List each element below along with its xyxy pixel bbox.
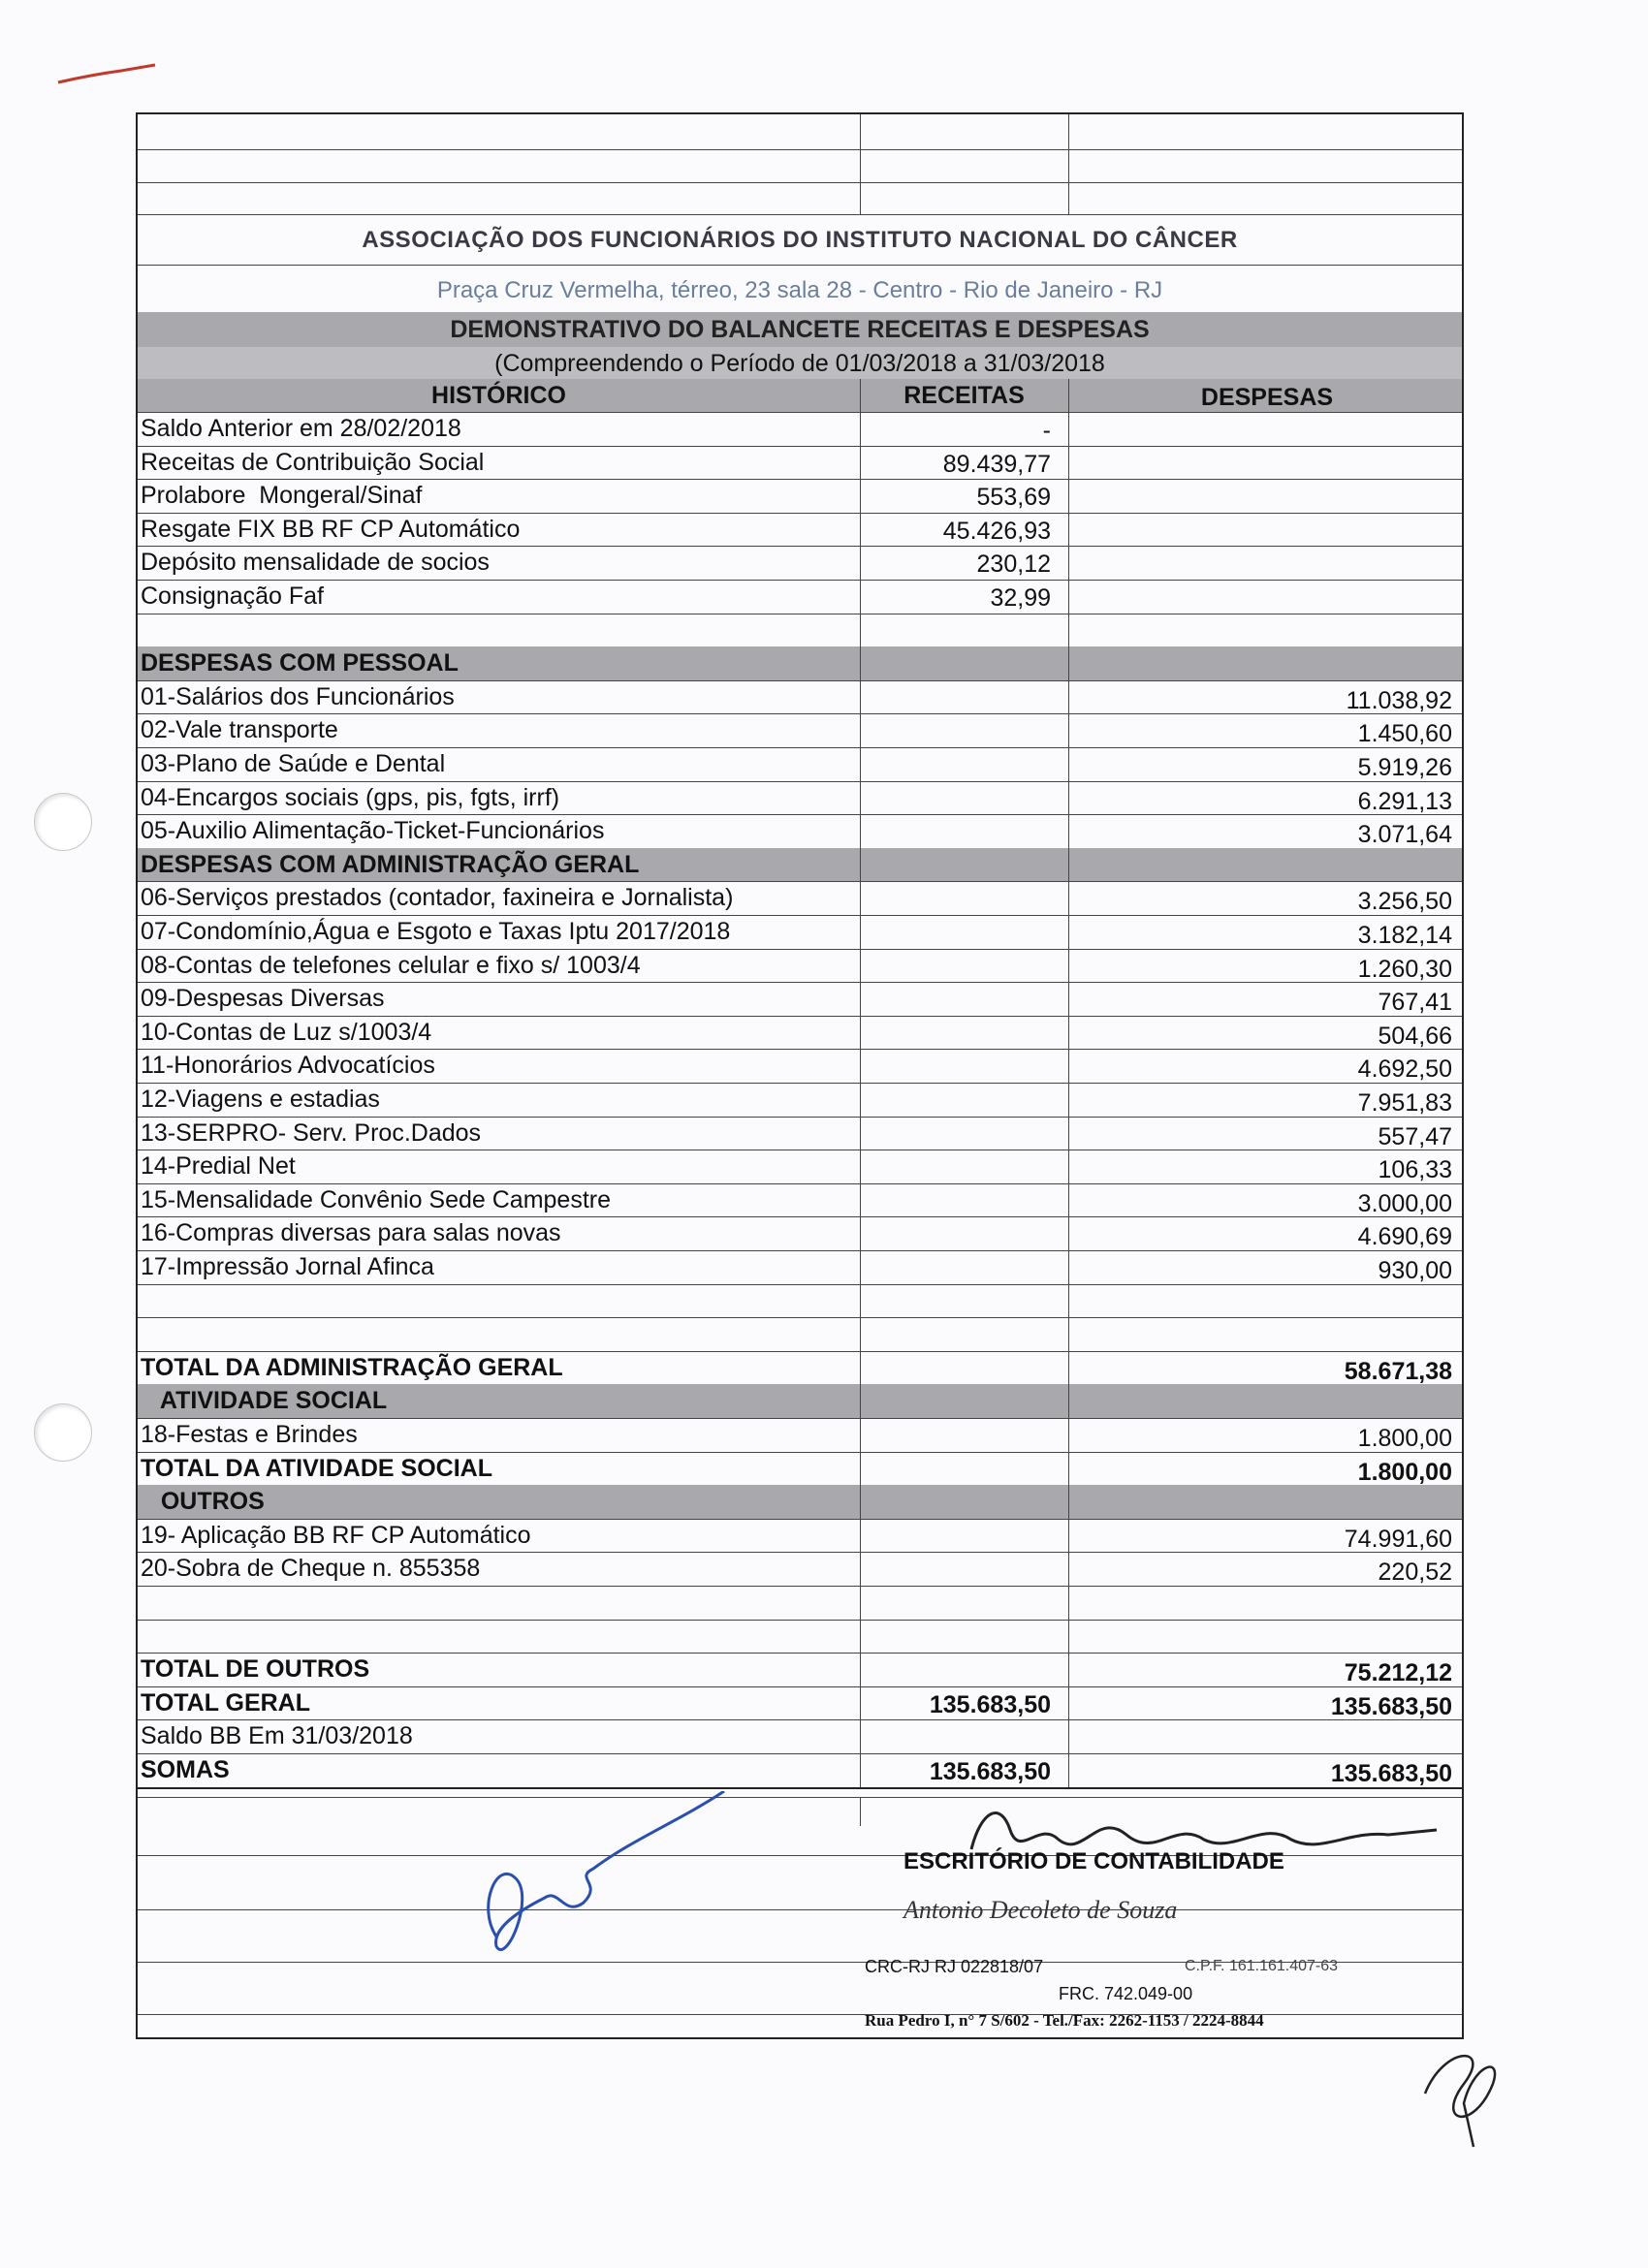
row-despesa: 3.071,64 [1357,821,1452,849]
balance-sheet-table [136,112,1464,2039]
col-despesas: DESPESAS [1200,384,1334,411]
signature-scribble-left [467,1791,739,1990]
row-despesa: 220,52 [1378,1559,1452,1587]
punch-hole-top [34,793,92,851]
row-despesa: 930,00 [1378,1257,1452,1284]
row-label: 15-Mensalidade Convênio Sede Campestre [141,1185,612,1213]
row-despesa: 1.800,00 [1357,1425,1452,1452]
row-despesa: 135.683,50 [1330,1760,1452,1787]
row-despesa: 7.951,83 [1357,1089,1452,1117]
row-despesa: 4.690,69 [1357,1223,1452,1251]
row-label: 17-Impressão Jornal Afinca [141,1253,434,1280]
col-receitas: RECEITAS [903,382,1025,409]
row-receita: 553,69 [976,484,1051,512]
row-label: 05-Auxilio Alimentação-Ticket-Funcionários [141,817,605,845]
row-label: Receitas de Contribuição Social [141,448,485,476]
row-despesa: 75.212,12 [1344,1659,1452,1687]
org-name: ASSOCIAÇÃO DOS FUNCIONÁRIOS DO INSTITUTO NACIONAL DO CÂNCER [362,227,1238,253]
row-despesa: 11.038,92 [1346,686,1452,714]
row-receita: 89.439,77 [942,450,1051,478]
row-receita: 45.426,93 [942,517,1051,545]
row-label: OUTROS [141,1488,265,1516]
report-period: (Compreendendo o Período de 01/03/2018 a 31/03/2018 [494,350,1105,377]
row-label: TOTAL GERAL [141,1688,310,1717]
row-label: 11-Honorários Advocatícios [141,1052,435,1080]
row-label: Saldo Anterior em 28/02/2018 [141,415,461,442]
row-label: Depósito mensalidade de socios [141,549,490,577]
row-despesa: 3.256,50 [1357,888,1452,916]
rubric-mark [1406,2026,1522,2152]
red-pen-mark [53,53,170,92]
row-despesa: 74.991,60 [1344,1525,1452,1553]
row-label: 03-Plano de Saúde e Dental [141,750,446,777]
row-label: Consignação Faf [141,583,325,610]
row-label: TOTAL DA ATIVIDADE SOCIAL [141,1454,492,1482]
row-label: DESPESAS COM PESSOAL [141,649,459,677]
stamp-crc: CRC-RJ RJ 022818/07 [865,1957,1044,1976]
row-label: 04-Encargos sociais (gps, pis, fgts, irrf) [141,783,560,811]
row-label: 01-Salários dos Funcionários [141,682,455,710]
row-label: 06-Serviços prestados (contador, faxineira e Jornalista) [141,884,734,912]
row-despesa: 767,41 [1378,989,1452,1017]
row-despesa: 135.683,50 [1330,1692,1452,1720]
punch-hole-bottom [34,1403,92,1462]
row-receita: 135.683,50 [929,1758,1051,1785]
row-despesa: 4.692,50 [1357,1055,1452,1084]
stamp-frc: FRC. 742.049-00 [1059,1984,1193,2003]
row-label: 20-Sobra de Cheque n. 855358 [141,1555,481,1583]
row-label: 12-Viagens e estadias [141,1086,380,1113]
row-label: Resgate FIX BB RF CP Automático [141,515,521,543]
row-despesa: 1.260,30 [1357,955,1452,983]
section-band [138,1485,1462,1519]
row-receita: - [1042,417,1051,444]
row-label: 09-Despesas Diversas [141,985,385,1013]
row-despesa: 6.291,13 [1357,787,1452,815]
stamp-name: Antonio Decoleto de Souza [903,1896,1178,1924]
address: Praça Cruz Vermelha, térreo, 23 sala 28 - Centro - Rio de Janeiro - RJ [436,277,1163,303]
row-label: 14-Predial Net [141,1152,296,1181]
report-title: DEMONSTRATIVO DO BALANCETE RECEITAS E DESPESAS [450,316,1150,343]
row-label: 16-Compras diversas para salas novas [141,1219,561,1247]
row-label: ATIVIDADE SOCIAL [141,1387,388,1415]
stamp-office: ESCRITÓRIO DE CONTABILIDADE [903,1848,1284,1874]
row-label: SOMAS [141,1756,230,1783]
row-label: 13-SERPRO- Serv. Proc.Dados [141,1118,482,1147]
row-label: TOTAL DE OUTROS [141,1655,370,1684]
stamp-cpf: C.P.F. 161.161.407-63 [1185,1958,1339,1974]
row-despesa: 5.919,26 [1357,754,1452,781]
row-label: 10-Contas de Luz s/1003/4 [141,1018,432,1046]
row-label: 18-Festas e Brindes [141,1421,358,1448]
row-label: TOTAL DA ADMINISTRAÇÃO GERAL [141,1353,563,1381]
stamp-address: Rua Pedro I, n° 7 S/602 - Tel./Fax: 2262-1153 / 2224-8844 [865,2011,1264,2030]
row-despesa: 106,33 [1378,1156,1452,1184]
row-despesa: 3.182,14 [1357,922,1452,949]
row-label: DESPESAS COM ADMINISTRAÇÃO GERAL [141,850,640,878]
row-receita: 32,99 [990,584,1051,612]
row-label: Saldo BB Em 31/03/2018 [141,1722,413,1750]
row-label: 02-Vale transporte [141,716,338,744]
row-label: 19- Aplicação BB RF CP Automático [141,1521,531,1549]
row-label: Prolabore Mongeral/Sinaf [141,482,423,510]
row-despesa: 504,66 [1378,1022,1452,1050]
row-receita: 135.683,50 [929,1690,1051,1718]
row-despesa: 1.450,60 [1357,720,1452,748]
row-despesa: 557,47 [1378,1122,1452,1150]
row-label: 07-Condomínio,Água e Esgoto e Taxas Iptu 2017/2018 [141,918,731,945]
row-receita: 230,12 [976,551,1051,579]
row-label: 08-Contas de telefones celular e fixo s/ 1003/4 [141,951,641,979]
col-historico: HISTÓRICO [431,382,566,409]
row-despesa: 3.000,00 [1357,1189,1452,1217]
row-despesa: 58.671,38 [1344,1357,1452,1385]
row-despesa: 1.800,00 [1357,1458,1452,1486]
